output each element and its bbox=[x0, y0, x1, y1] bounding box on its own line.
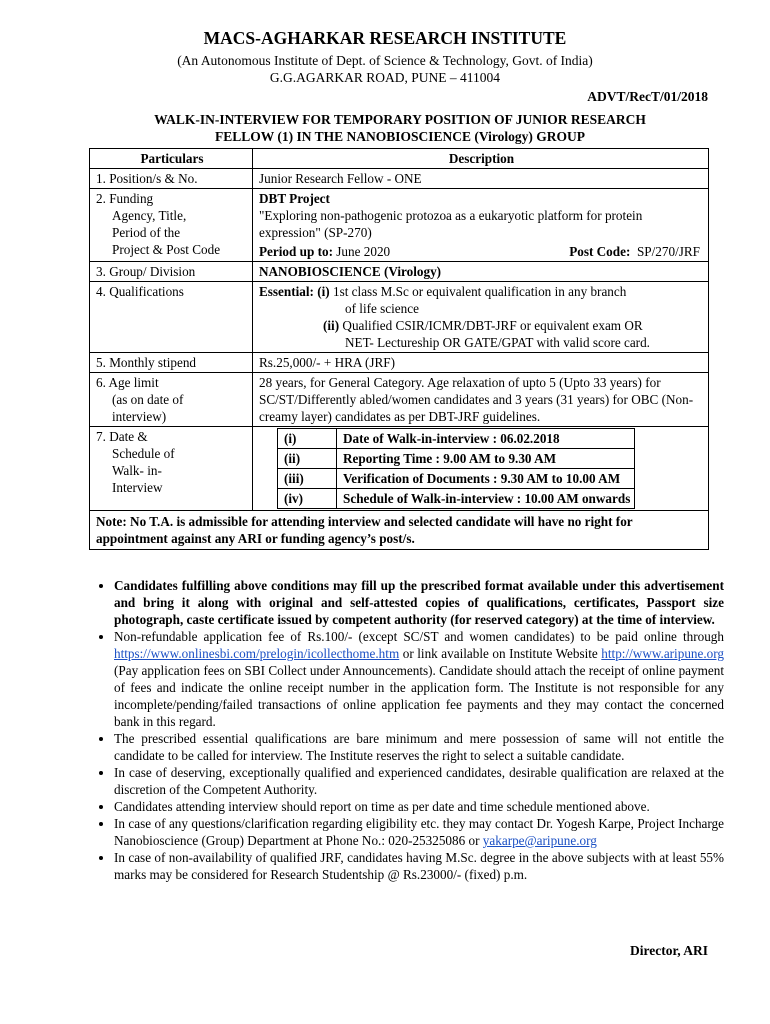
table-row-group bbox=[90, 262, 709, 282]
label-line: Agency, Title, bbox=[112, 208, 187, 223]
label-line: 7. Date & bbox=[96, 429, 148, 444]
table-row-note bbox=[90, 511, 709, 550]
row-value: Rs.25,000/- + HRA (JRF) bbox=[253, 353, 709, 373]
row-label: 5. Monthly stipend bbox=[90, 353, 253, 373]
row-label bbox=[90, 189, 253, 262]
row-label: 4. Qualifications bbox=[90, 282, 253, 353]
contact-email-link[interactable]: yakarpe@aripune.org bbox=[482, 833, 597, 848]
sbi-collect-link[interactable]: https://www.onlinesbi.com/prelogin/icollecthome.htm bbox=[114, 646, 400, 661]
label-line: Schedule of bbox=[112, 446, 175, 461]
table-row-age-limit bbox=[90, 373, 709, 427]
row-value bbox=[253, 282, 709, 353]
list-item: • In case of deserving, exceptionally qualified and experienced candidates, desirable qualification are relaxed at the discretion of the Competent Authority. bbox=[114, 764, 724, 798]
row-label bbox=[90, 373, 253, 427]
schedule-num: (iii) bbox=[278, 469, 337, 489]
list-item bbox=[114, 628, 724, 730]
signature: Director, ARI bbox=[630, 943, 708, 958]
table-row-schedule bbox=[90, 427, 709, 511]
row-value bbox=[253, 427, 709, 511]
bullet-text: Non-refundable application fee of Rs.100/- (except SC/ST and women candidates) to be paid online through bbox=[114, 629, 724, 644]
list-item bbox=[278, 489, 635, 509]
qual-text: Qualified CSIR/ICMR/DBT-JRF or equivalent exam OR bbox=[342, 318, 643, 333]
table-row-position bbox=[90, 169, 709, 189]
address-line: G.G.AGARKAR ROAD, PUNE – 411004 bbox=[269, 70, 501, 85]
row-label bbox=[90, 427, 253, 511]
period-value: June 2020 bbox=[336, 244, 391, 259]
label-line: (as on date of bbox=[112, 392, 184, 407]
affiliation-line: (An Autonomous Institute of Dept. of Science & Technology, Govt. of India) bbox=[177, 53, 593, 68]
table-row-qualifications bbox=[90, 282, 709, 353]
list-item: • In case of non-availability of qualified JRF, candidates having M.Sc. degree in the above subjects with at least 55% marks may be considered for Research Studentship @ Rs.23000/- (fixed) p.m. bbox=[114, 849, 724, 883]
period bbox=[259, 243, 390, 260]
bullet-text: or link available on Institute Website bbox=[399, 646, 602, 661]
institute-website-link[interactable]: http://www.aripune.org bbox=[601, 646, 724, 661]
schedule-text: Reporting Time : 9.00 AM to 9.30 AM bbox=[337, 449, 635, 469]
list-item: • The prescribed essential qualifications are bare minimum and mere possession of same will not entitle the candidate to be called for interview. The Institute reserves the right to select a suitable candidate. bbox=[114, 730, 724, 764]
post-code-label: Post Code: bbox=[569, 244, 631, 259]
qual-num: (i) bbox=[317, 284, 330, 299]
label-line: Walk- in- bbox=[112, 463, 162, 478]
table-row-funding bbox=[90, 189, 709, 262]
table-header-row bbox=[90, 149, 709, 169]
qualification-i-cont: of life science bbox=[345, 301, 419, 316]
label-line: 2. Funding bbox=[96, 191, 154, 206]
list-item: • Candidates attending interview should report on time as per date and time schedule mentioned above. bbox=[114, 798, 724, 815]
instructions-list bbox=[98, 577, 724, 883]
funding-agency: DBT Project bbox=[259, 191, 330, 206]
qualification-ii-cont: NET- Lectureship OR GATE/GPAT with valid score card. bbox=[345, 335, 650, 350]
schedule-num: (ii) bbox=[278, 449, 337, 469]
col-header-description: Description bbox=[253, 149, 709, 169]
row-value: NANOBIOSCIENCE (Virology) bbox=[253, 262, 709, 282]
label-line: 6. Age limit bbox=[96, 375, 159, 390]
schedule-list bbox=[277, 428, 635, 509]
advertisement-number: ADVT/RecT/01/2018 bbox=[587, 89, 708, 104]
row-value: Junior Research Fellow - ONE bbox=[253, 169, 709, 189]
label-line: interview) bbox=[112, 409, 167, 424]
list-item bbox=[114, 815, 724, 849]
qualification-i bbox=[259, 283, 704, 300]
list-item bbox=[278, 429, 635, 449]
list-item bbox=[278, 469, 635, 489]
row-value bbox=[253, 189, 709, 262]
label-line: Project & Post Code bbox=[112, 242, 221, 257]
bullet-text: In case of any questions/clarification regarding eligibility etc. they may contact Dr. Yogesh Karpe, Project Incharge Nanobioscience (Group) Department at Phone No.: 020-25325086 or bbox=[114, 816, 724, 848]
walkin-title-line-2: FELLOW (1) IN THE NANOBIOSCIENCE (Virology) GROUP bbox=[214, 129, 586, 144]
period-label: Period up to: bbox=[259, 244, 333, 259]
list-item: • Candidates fulfilling above conditions may fill up the prescribed format available under this advertisement and bring it along with original and self-attested copies of qualifications, certificates, Passport size photograph, caste certificate issued by competent authority (for reserved category) at the time of interview. bbox=[114, 577, 724, 628]
essential-label: Essential: bbox=[259, 284, 314, 299]
post-code bbox=[569, 243, 704, 260]
row-value: 28 years, for General Category. Age relaxation of upto 5 (Upto 33 years) for SC/ST/Differently abled/women candidates and 3 years (31 years) for OBC (Non-creamy layer) candidates as per DBT-JRF guidelines. bbox=[253, 373, 709, 427]
post-code-value: SP/270/JRF bbox=[636, 244, 700, 259]
qual-text: 1st class M.Sc or equivalent qualification in any branch bbox=[333, 284, 627, 299]
note-text: Note: No T.A. is admissible for attending interview and selected candidate will have no right for appointment against any ARI or funding agency’s post/s. bbox=[90, 511, 709, 550]
schedule-text: Date of Walk-in-interview : 06.02.2018 bbox=[337, 429, 635, 449]
schedule-num: (i) bbox=[278, 429, 337, 449]
project-title: "Exploring non-pathogenic protozoa as a eukaryotic platform for protein expression" (SP-270) bbox=[259, 208, 643, 240]
schedule-text: Verification of Documents : 9.30 AM to 10.00 AM bbox=[337, 469, 635, 489]
label-line: Interview bbox=[112, 480, 163, 495]
row-label: 3. Group/ Division bbox=[90, 262, 253, 282]
label-line: Period of the bbox=[112, 225, 181, 240]
institute-name: MACS-AGHARKAR RESEARCH INSTITUTE bbox=[203, 28, 567, 48]
schedule-text: Schedule of Walk-in-interview : 10.00 AM onwards bbox=[337, 489, 635, 509]
list-item bbox=[278, 449, 635, 469]
walkin-title-line-1: WALK-IN-INTERVIEW FOR TEMPORARY POSITION OF JUNIOR RESEARCH bbox=[154, 112, 646, 127]
table-row-stipend bbox=[90, 353, 709, 373]
qual-num: (ii) bbox=[323, 318, 340, 333]
schedule-num: (iv) bbox=[278, 489, 337, 509]
col-header-particulars: Particulars bbox=[90, 149, 253, 169]
walkin-title bbox=[90, 111, 710, 145]
period-postcode-line bbox=[259, 243, 704, 260]
qualification-ii bbox=[259, 317, 704, 334]
bullet-text: (Pay application fees on SBI Collect under Announcements). Candidate should attach the receipt of online payment of fees and indicate the online receipt number in the application form. The Institute is not responsible for any incomplete/pending/failed transactions of online application fee payments and they may contact the concerned bank in this regard. bbox=[114, 663, 724, 729]
row-label: 1. Position/s & No. bbox=[90, 169, 253, 189]
particulars-table bbox=[89, 148, 709, 550]
